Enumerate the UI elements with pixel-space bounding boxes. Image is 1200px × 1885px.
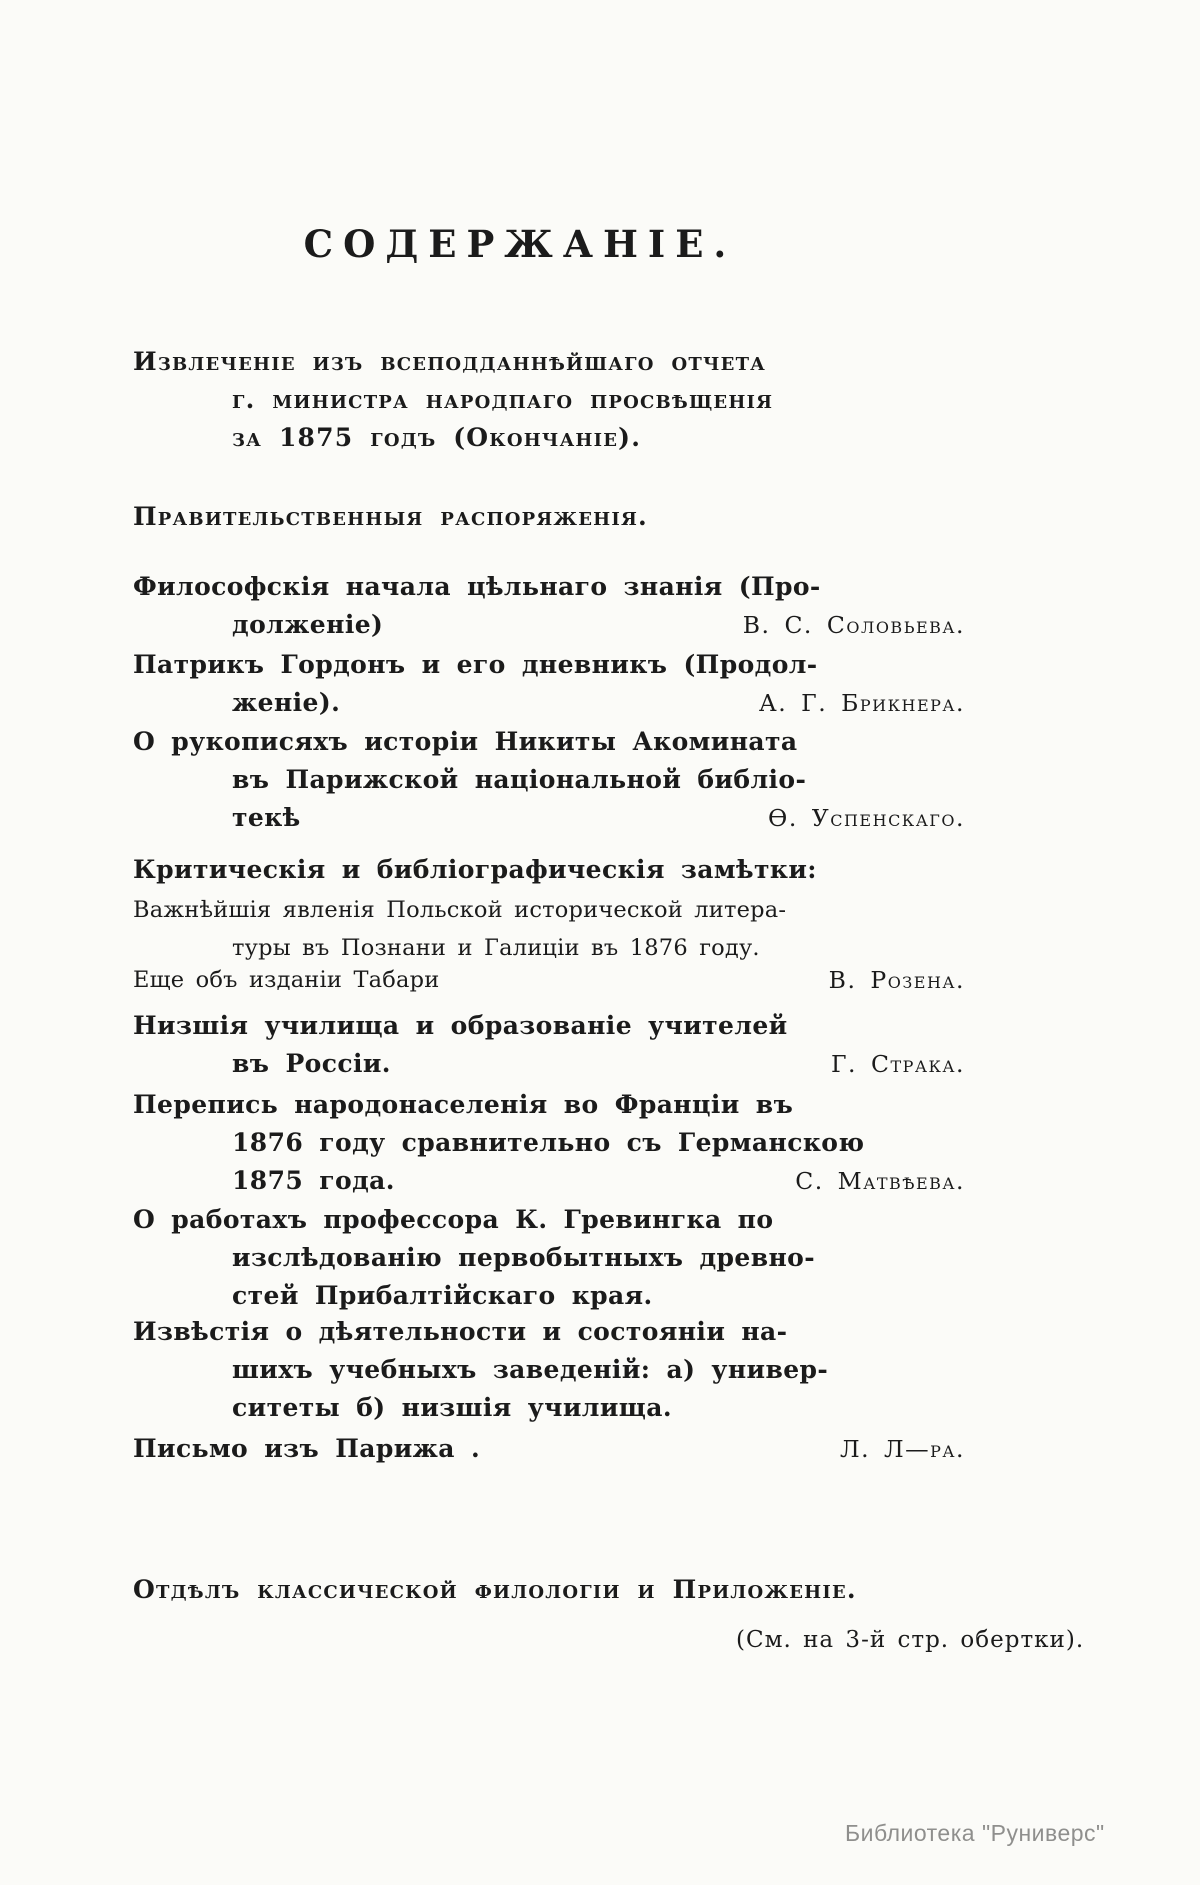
entry-line: О работахъ профессора К. Гревингка по: [133, 1205, 774, 1234]
entry-line: женіе).: [232, 688, 341, 717]
toc-entry: [133, 723, 965, 837]
entry-line: Философскія начала цѣльнаго знанія (Про-: [133, 572, 821, 601]
entry-line: Извлеченіе изъ всеподданнѣйшаго отчета: [133, 347, 767, 376]
library-watermark: Библиотека "Руниверс": [845, 1820, 1105, 1846]
page-title: СОДЕРЖАНІЕ.: [303, 222, 737, 266]
entry-line: Еще объ изданіи Табари: [133, 967, 440, 993]
toc-entry: [133, 961, 965, 999]
entry-line: О рукописяхъ исторіи Никиты Акомината: [133, 727, 798, 756]
entry-line: Извѣстія о дѣятельности и состояніи на-: [133, 1317, 788, 1346]
toc-entry: [133, 646, 965, 722]
entry-line: Письмо изъ Парижа .: [133, 1434, 481, 1463]
entry-line: долженіе): [232, 610, 384, 639]
entry-author: Г. Страка.: [830, 1050, 965, 1078]
entry-author: Ѳ. Успенскаго.: [768, 804, 965, 832]
entry-line: г. министра народпаго просвѣщенія: [232, 385, 774, 414]
toc-entry: [133, 891, 965, 967]
entry-author: А. Г. Брикнера.: [758, 689, 965, 717]
entry-line: въ Россіи.: [232, 1049, 391, 1078]
entry-author: В. С. Соловьева.: [742, 611, 965, 639]
toc-entry: [133, 1313, 965, 1427]
toc-entry: [133, 1201, 965, 1315]
entry-line: Патрикъ Гордонъ и его дневникъ (Продол-: [133, 650, 818, 679]
entry-line: 1876 году сравнительно съ Германскою: [232, 1128, 865, 1157]
entry-line: текѣ: [232, 803, 301, 832]
toc-entry: [133, 1086, 965, 1200]
entry-line: Низшія училища и образованіе учителей: [133, 1011, 788, 1040]
entry-line: Перепись народонаселенія во Франціи въ: [133, 1090, 794, 1119]
entry-line: за 1875 годъ (Окончаніе).: [232, 423, 642, 452]
toc-entry: [133, 568, 965, 644]
toc-entry: [133, 343, 965, 457]
entry-line: 1875 года.: [232, 1166, 395, 1195]
entry-author: С. Матвѣева.: [795, 1167, 965, 1195]
section-heading: [133, 1571, 965, 1609]
toc-entry: [133, 1007, 965, 1083]
entry-line: туры въ Познани и Галиціи въ 1876 году.: [232, 935, 760, 961]
entry-line: ситеты б) низшія училища.: [232, 1393, 672, 1422]
entry-line: Правительственныя распоряженія.: [133, 502, 648, 531]
entry-line: Важнѣйшія явленія Польской исторической литера-: [133, 897, 787, 923]
section-heading: [133, 498, 965, 536]
section-heading: [133, 851, 965, 889]
entry-line: изслѣдованію первобытныхъ древно-: [232, 1243, 816, 1272]
entry-author: Л. Л—ра.: [839, 1435, 965, 1463]
entry-line: стей Прибалтійскаго края.: [232, 1281, 653, 1310]
cover-reference-note: (См. на 3-й стр. обертки).: [736, 1627, 1085, 1653]
entry-line: Критическія и библіографическія замѣтки:: [133, 855, 817, 884]
toc-entry: [133, 1430, 965, 1468]
entry-line: Отдѣлъ классической филологіи и Приложеніе.: [133, 1575, 857, 1604]
entry-line: шихъ учебныхъ заведеній: а) универ-: [232, 1355, 829, 1384]
entry-line: въ Парижской національной библіо-: [232, 765, 807, 794]
entry-author: В. Розена.: [828, 966, 965, 994]
